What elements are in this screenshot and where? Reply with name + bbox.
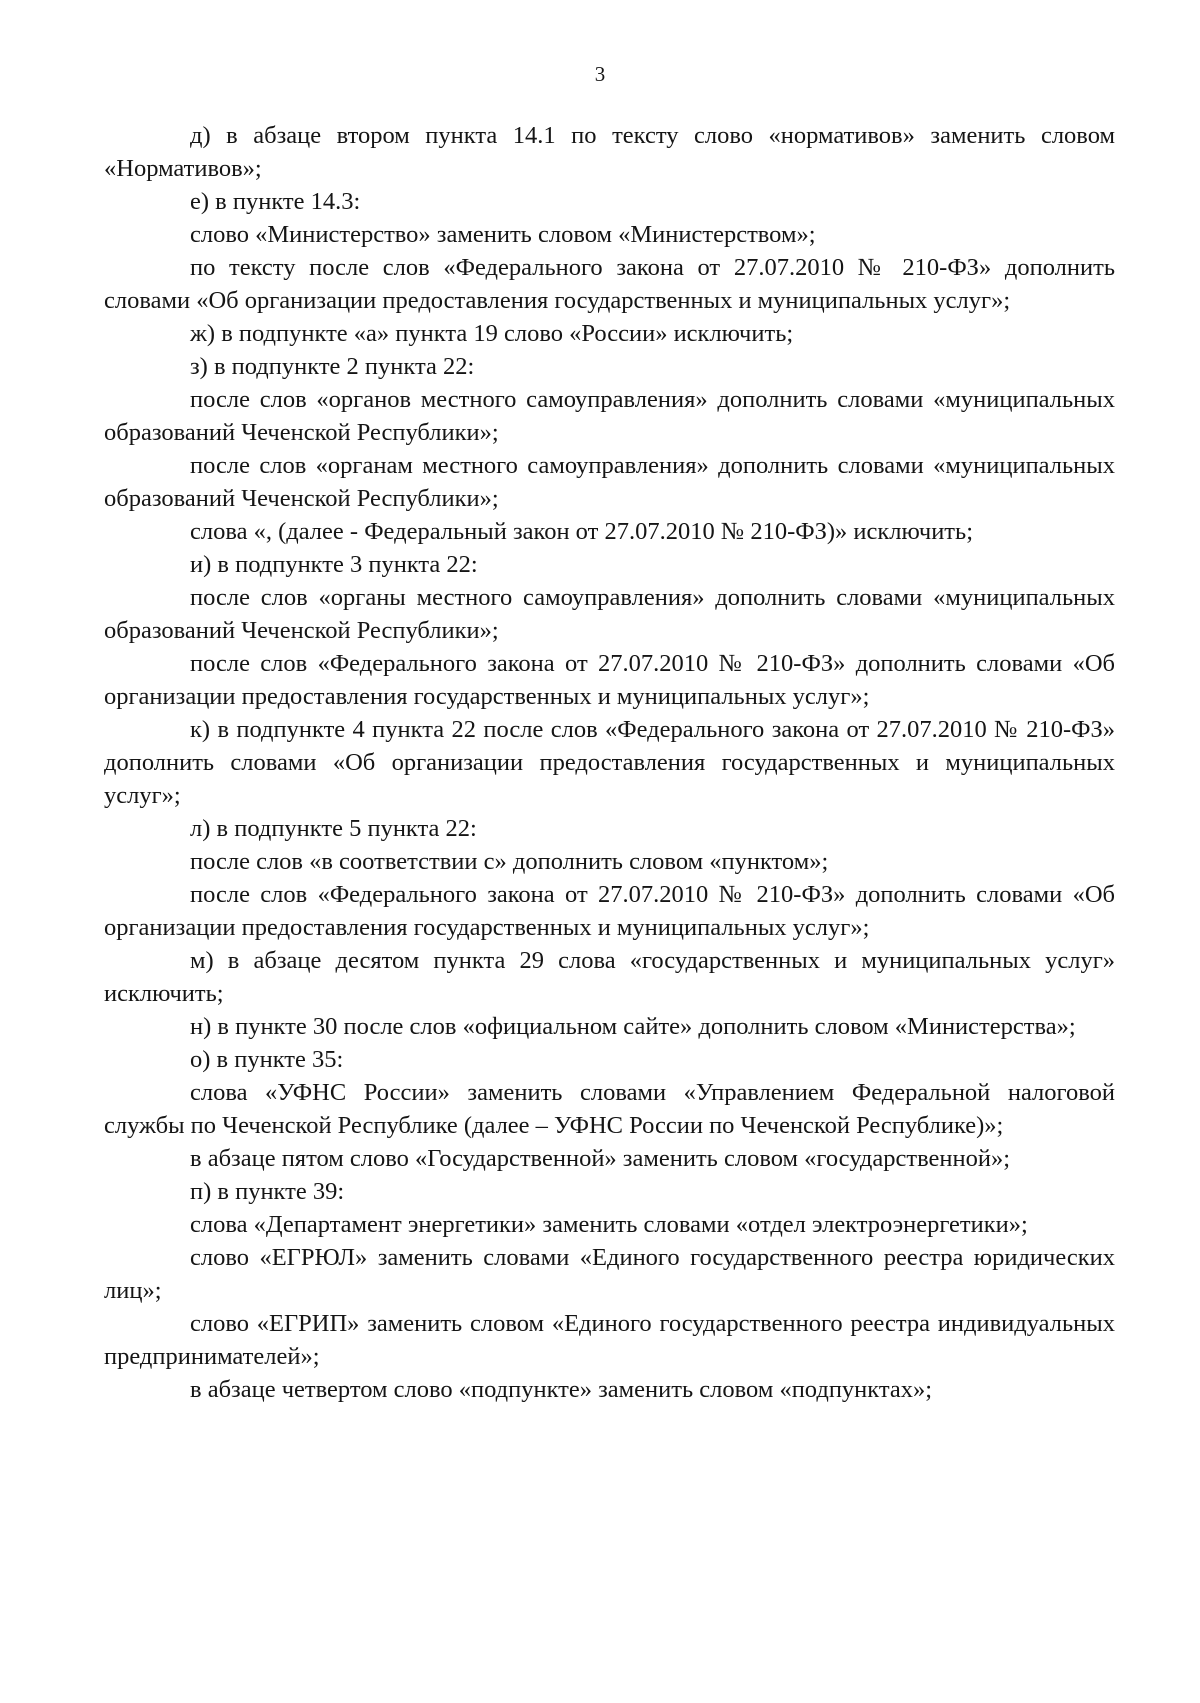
paragraph-p-2: слово «ЕГРЮЛ» заменить словами «Единого государственного реестра юридических лиц»;	[104, 1244, 1115, 1304]
paragraph-i-1: после слов «органы местного самоуправления» дополнить словами «муниципальных образований Чеченской Республики»;	[104, 584, 1115, 644]
paragraph-i-2: после слов «Федерального закона от 27.07.2010 № 210-ФЗ» дополнить словами «Об организации предоставления государственных и муниципальных услуг»;	[104, 650, 1115, 710]
paragraph-o: о) в пункте 35:	[190, 1046, 344, 1073]
paragraph-z-3: слова «, (далее - Федеральный закон от 27.07.2010 № 210-ФЗ)» исключить;	[190, 518, 973, 545]
paragraph-l: л) в подпункте 5 пункта 22:	[190, 815, 477, 842]
paragraph-e-1: слово «Министерство» заменить словом «Министерством»;	[190, 221, 816, 248]
paragraph-m: м) в абзаце десятом пункта 29 слова «государственных и муниципальных услуг» исключить;	[104, 947, 1115, 1007]
paragraph-n: н) в пункте 30 после слов «официальном сайте» дополнить словом «Министерства»;	[190, 1013, 1076, 1040]
paragraph-e: е) в пункте 14.3:	[190, 188, 361, 215]
paragraph-i: и) в подпункте 3 пункта 22:	[190, 551, 478, 578]
paragraph-d: д) в абзаце втором пункта 14.1 по тексту слово «нормативов» заменить словом «Нормативов»;	[104, 122, 1115, 182]
paragraph-z-1: после слов «органов местного самоуправления» дополнить словами «муниципальных образований Чеченской Республики»;	[104, 386, 1115, 446]
document-body	[104, 119, 1115, 1406]
page-number: 3	[594, 62, 606, 86]
paragraph-o-1: слова «УФНС России» заменить словами «Управлением Федеральной налоговой службы по Чеченской Республике (далее – УФНС России по Чеченской Республике)»;	[104, 1079, 1115, 1139]
paragraph-p-1: слова «Департамент энергетики» заменить словами «отдел электроэнергетики»;	[190, 1211, 1028, 1238]
paragraph-l-2: после слов «Федерального закона от 27.07.2010 № 210-ФЗ» дополнить словами «Об организации предоставления государственных и муниципальных услуг»;	[104, 881, 1115, 941]
paragraph-p-4: в абзаце четвертом слово «подпункте» заменить словом «подпунктах»;	[190, 1376, 933, 1403]
paragraph-z: з) в подпункте 2 пункта 22:	[190, 353, 475, 380]
paragraph-e-2: по тексту после слов «Федерального закона от 27.07.2010 № 210-ФЗ» дополнить словами «Об организации предоставления государственных и муниципальных услуг»;	[104, 254, 1115, 314]
paragraph-k: к) в подпункте 4 пункта 22 после слов «Федерального закона от 27.07.2010 № 210-ФЗ» дополнить словами «Об организации предоставления государственных и муниципальных услуг»;	[104, 716, 1115, 809]
paragraph-z-2: после слов «органам местного самоуправления» дополнить словами «муниципальных образований Чеченской Республики»;	[104, 452, 1115, 512]
paragraph-p-3: слово «ЕГРИП» заменить словом «Единого государственного реестра индивидуальных предпринимателей»;	[104, 1310, 1115, 1370]
paragraph-p: п) в пункте 39:	[190, 1178, 345, 1205]
paragraph-o-2: в абзаце пятом слово «Государственной» заменить словом «государственной»;	[190, 1145, 1011, 1172]
paragraph-zh: ж) в подпункте «а» пункта 19 слово «России» исключить;	[190, 320, 794, 347]
paragraph-l-1: после слов «в соответствии с» дополнить словом «пунктом»;	[190, 848, 829, 875]
